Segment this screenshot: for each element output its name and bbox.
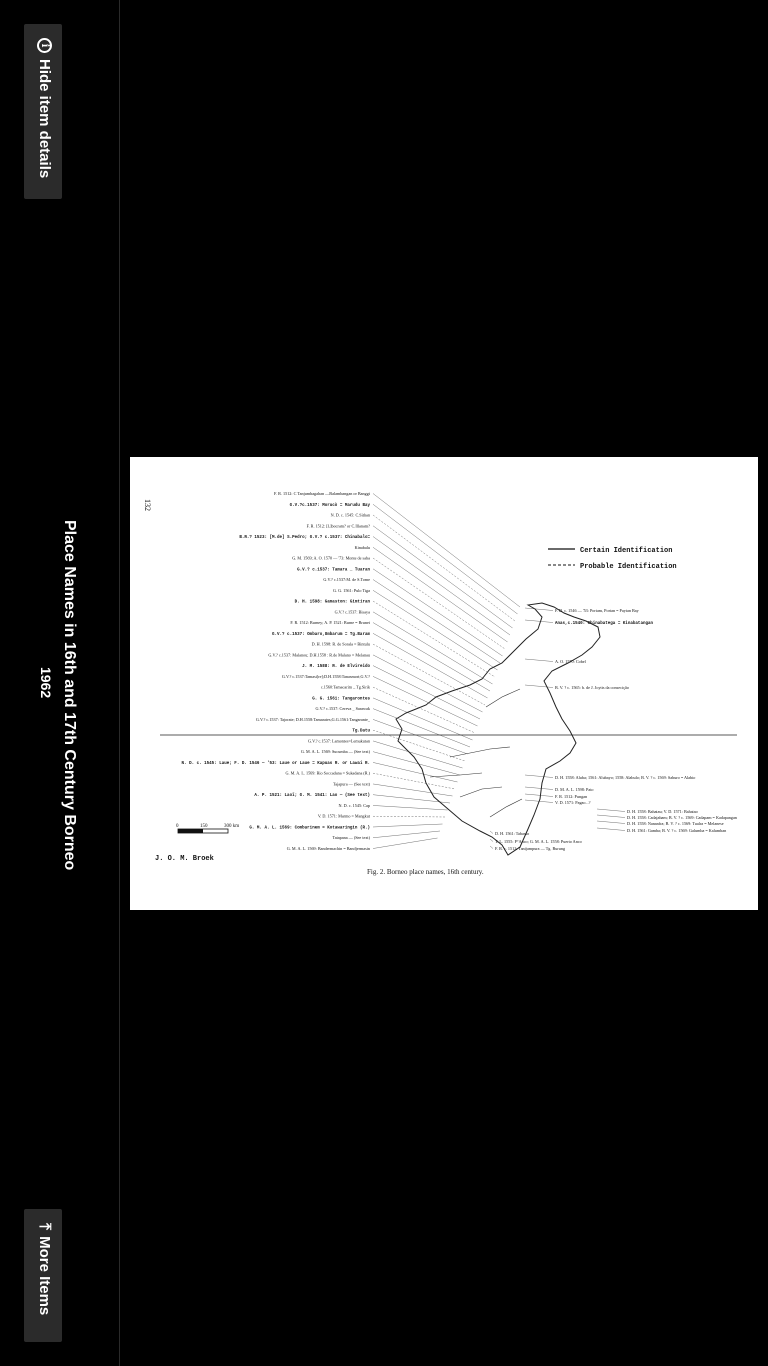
leader-line (373, 590, 498, 670)
left-place-label: F. R. 1512: C Tanjumbagahan —Balambangan or Banggi (274, 491, 370, 496)
right-place-label: A. O. 1570: Cobel (555, 659, 586, 664)
left-place-label: G. M. A. L. 1569: Sucumba — (See text) (300, 749, 370, 755)
left-place-label: G.V.? c.1537: Malanou; D.H.1558 : R.de Malano = Melanau (268, 652, 370, 658)
leader-line (525, 608, 553, 611)
left-place-label: G. M. 1569; A. O. 1570 — '73: Monte de saba (292, 555, 370, 561)
right-place-label: D. H. 1558: Nananfra; B. V. ? c. 1569: Tualra = Melanese (627, 821, 724, 826)
right-place-label: B. V. ? c. 1565: b. de J. Joytts da consecição (555, 685, 629, 690)
scanned-page (130, 457, 758, 910)
leader-line (373, 709, 470, 747)
leader-line (490, 839, 493, 842)
leader-line (597, 828, 625, 831)
left-place-label: G. M. A. L. 1569: Combarinem = Kotawaringin (R.) (249, 826, 370, 831)
leader-line (597, 821, 625, 824)
right-place-label: D. H. 1558: Cadajabam; B. V. ? c. 1569: Cadapam = Kadapangan (627, 815, 737, 820)
right-place-label: D. M. A. L. 1598: Pato (555, 787, 594, 792)
left-place-label: Tatapana — (See text) (332, 835, 370, 841)
leader-line (373, 504, 518, 614)
item-year: 1962 (38, 667, 54, 699)
left-place-label: N. D. c. 1545: Cap (338, 802, 370, 808)
left-place-label: G. M. A. L. 1569: Rio Soccadana = Sukadana (R.) (285, 770, 370, 776)
left-place-label: F. R. 1512: Burney; A. P. 1521: Burne = Brunei (290, 620, 370, 626)
page-number: 132 (143, 499, 152, 511)
borneo-outline (396, 603, 600, 855)
legend-certain: Certain Identification (580, 547, 673, 555)
right-place-label: V. D. 1571: Pagao...? (555, 800, 591, 805)
left-place-label: G.V.? c.1537: Bisaya (334, 609, 370, 615)
author-credit: J. O. M. Broek (155, 855, 214, 863)
left-place-label: G.V.?c.1537: Morucò = Marudu Bay (289, 503, 370, 508)
left-place-label: c.1560:Tamacarim _ Tg.Sirik (320, 684, 370, 690)
scale-label-300: 300 km (224, 824, 240, 829)
left-place-label: Tajapura — (See text) (332, 781, 370, 787)
leader-line (373, 633, 488, 698)
arrow-up-icon: ⤒ (36, 1223, 53, 1231)
leader-line (525, 659, 553, 662)
leader-line (373, 558, 505, 649)
sidebar (0, 0, 120, 1366)
leader-line (373, 824, 443, 827)
right-place-label: D. H. 1558: Aluba; 1561: Alubayo; 1558: Alabulo; B. V. ? c. 1569: Saburo = Alabio (555, 775, 696, 780)
leader-line (373, 547, 508, 642)
left-place-label: F. R. 1512: [L]bocram? or C.Illanam? (306, 523, 370, 529)
left-place-label: G.V.? c.1537: Tamara _ Tuaran (297, 568, 370, 573)
leader-line (373, 666, 480, 719)
left-place-label: G.V.? c.1537:M. de S.Tome (323, 577, 370, 583)
figure-caption: Fig. 2. Borneo place names, 16th century. (367, 868, 484, 876)
hide-item-details-label-wrap (36, 38, 53, 178)
leader-line (373, 784, 453, 796)
right-place-label: D. H. 1561: Tabasso (495, 831, 530, 836)
left-place-label: N. D. c. 1545: Laue; F. D. 1546 — '53: Laue or Laue = Kapuas R. or Lawai R. (181, 761, 370, 766)
leader-line (373, 612, 493, 684)
left-place-label: A. P. 1521: Laoï; G. M. 1541: Lao — (See text) (254, 794, 370, 799)
leader-line (490, 846, 493, 849)
more-items-button[interactable] (24, 1209, 62, 1342)
left-place-label: G.V.? c.1537: Lamontes=Lemukutan (308, 738, 370, 744)
leader-line (373, 601, 495, 677)
leader-line (373, 816, 445, 817)
leader-line (373, 773, 455, 789)
left-place-label: G. G. 1561: Tangarontes (312, 697, 370, 702)
hide-item-details-button[interactable] (24, 24, 62, 199)
info-icon: i (37, 38, 52, 53)
scale-bar (176, 824, 239, 833)
leader-line (490, 831, 493, 834)
item-title: Place Names in 16th and 17th Century Borneo (61, 520, 78, 871)
scale-label-0: 0 (176, 824, 179, 829)
legend-probable: Probable Identification (580, 563, 677, 571)
right-place-label: F. R. c. 1512: Tanijampura — Tg. Burung (495, 846, 566, 851)
left-place-label: D. H. 1598: Gamaston: Gimtiran (294, 600, 370, 605)
leader-line (597, 815, 625, 818)
leader-line (373, 515, 515, 621)
borneo-map-figure (130, 457, 758, 910)
scale-label-150: 150 (200, 824, 208, 829)
leader-line (373, 762, 458, 782)
leader-line (525, 685, 553, 688)
leader-line (597, 809, 625, 812)
right-place-label: F. D. c. 1546 — '53: Portam, Portan = Paytan Bay (555, 608, 639, 613)
left-place-label: B.R.? 1523: [M.de] S.Pedro; G.V.? c.1537: Chinabalo= (239, 536, 370, 541)
leader-line (373, 805, 448, 810)
leader-line (373, 494, 520, 608)
right-place-label: T. L. 1555: P°Anco; G. M. A. L. 1558: Puerto Anco (495, 839, 582, 844)
right-place-label: Anas,c.1540: Chinabatega = Kinabatangan (555, 622, 654, 626)
right-place-label: F. R. 1512: Pungan (555, 794, 588, 799)
left-place-label: G. M. A. L. 1569: Bandermachin = Bandjermasin (286, 846, 370, 851)
left-place-label: D. H. 1598: R. de Sorala = Bintulu (311, 641, 370, 647)
leader-line (373, 795, 450, 803)
leader-line (525, 775, 553, 778)
leader-line (373, 838, 438, 849)
leader-line (373, 537, 510, 635)
left-place-label: V. D. 1571: Marmo = Mangkut (317, 813, 370, 819)
left-place-label: G. G. 1561: Pulo Tiga (333, 587, 370, 593)
hide-item-details-label: Hide item details (36, 59, 53, 179)
left-place-label: Kinabalu (354, 544, 370, 550)
right-place-label: D. H. 1561: Gamba; B. V. ? c. 1569: Galumba = Kalumban (627, 828, 727, 833)
leader-line (525, 620, 553, 623)
more-items-label: More Items (36, 1236, 53, 1316)
left-place-label: G.V.? c.1537: Tajorate; D.H.1558:Tamarates;G.G.1561:Tangarante_ (255, 716, 370, 722)
leader-line (373, 719, 468, 754)
leader-line (373, 698, 473, 740)
more-items-label-wrap (36, 1223, 53, 1315)
left-place-label: G.V.? c.1537: Cereva _ Sarawak (315, 706, 370, 712)
leader-line (525, 794, 553, 797)
rivers (430, 689, 522, 817)
right-place-label: D. H. 1558: Bahatau; V. D. 1571: Bahatao (627, 809, 698, 814)
leader-line (373, 569, 503, 656)
left-place-label: J. M. 1588: R. de Elvireido (302, 665, 370, 670)
left-place-label: N. D. c. 1545: C.Sithan (330, 512, 370, 518)
leader-line (373, 623, 490, 691)
leader-line (525, 787, 553, 790)
left-place-label: Tg.Datu (352, 729, 370, 734)
right-label-list (495, 608, 738, 851)
left-place-label: G.V.? c.1537: Ombaro,Umbarum = Tg.Baram (271, 632, 370, 637)
leader-line (373, 831, 440, 838)
leader-line (373, 687, 475, 733)
leader-line (373, 644, 485, 705)
leader-line (373, 526, 513, 628)
left-place-label: G.V.? c.1537:Tamasi[re];D.H.1558:Tanasmori;G.V.? (281, 673, 370, 679)
left-label-list (182, 491, 371, 851)
